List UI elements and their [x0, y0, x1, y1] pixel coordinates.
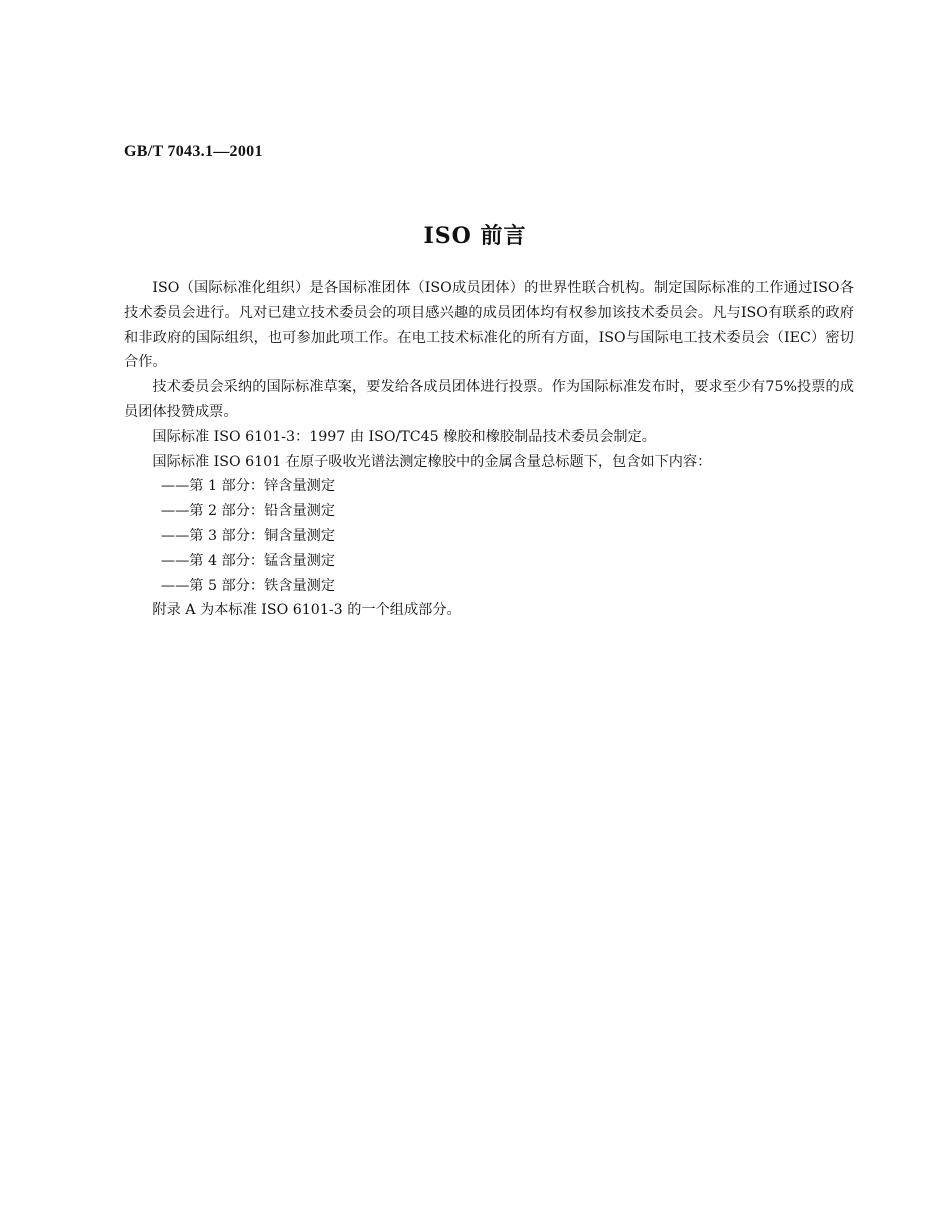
- annex-note: 附录 A 为本标准 ISO 6101-3 的一个组成部分。: [152, 602, 461, 619]
- list-item: ——第 3 部分：铜含量测定: [160, 527, 336, 544]
- list-item: ——第 5 部分：铁含量测定: [160, 577, 336, 594]
- page-title: ISO 前言: [423, 223, 527, 249]
- parts-list: [124, 474, 854, 598]
- list-item: ——第 4 部分：锰含量测定: [160, 552, 336, 569]
- paragraph-voting: 技术委员会采纳的国际标准草案，要发给各成员团体进行投票。作为国际标准发布时，要求至少有75%投票的成员团体投赞成票。: [124, 379, 854, 420]
- paragraph-parts-intro: 国际标准 ISO 6101 在原子吸收光谱法测定橡胶中的金属含量总标题下，包含如下内容：: [152, 453, 712, 470]
- list-item: ——第 1 部分：锌含量测定: [160, 478, 336, 495]
- document-code: GB/T 7043.1—2001: [124, 143, 263, 160]
- foreword-body: [124, 276, 854, 623]
- paragraph-iso-intro: ISO（国际标准化组织）是各国标准团体（ISO成员团体）的世界性联合机构。制定国际标准的工作通过ISO各技术委员会进行。凡对已建立技术委员会的项目感兴趣的成员团体均有权参加该技术委员会。凡与ISO有联系的政府和非政府的国际组织，也可参加此项工作。在电工技术标准化的所有方面，ISO与国际电工技术委员会（IEC）密切合作。: [124, 280, 854, 371]
- paragraph-committee: 国际标准 ISO 6101-3：1997 由 ISO/TC45 橡胶和橡胶制品技术委员会制定。: [152, 428, 656, 445]
- list-item: ——第 2 部分：铅含量测定: [160, 503, 336, 520]
